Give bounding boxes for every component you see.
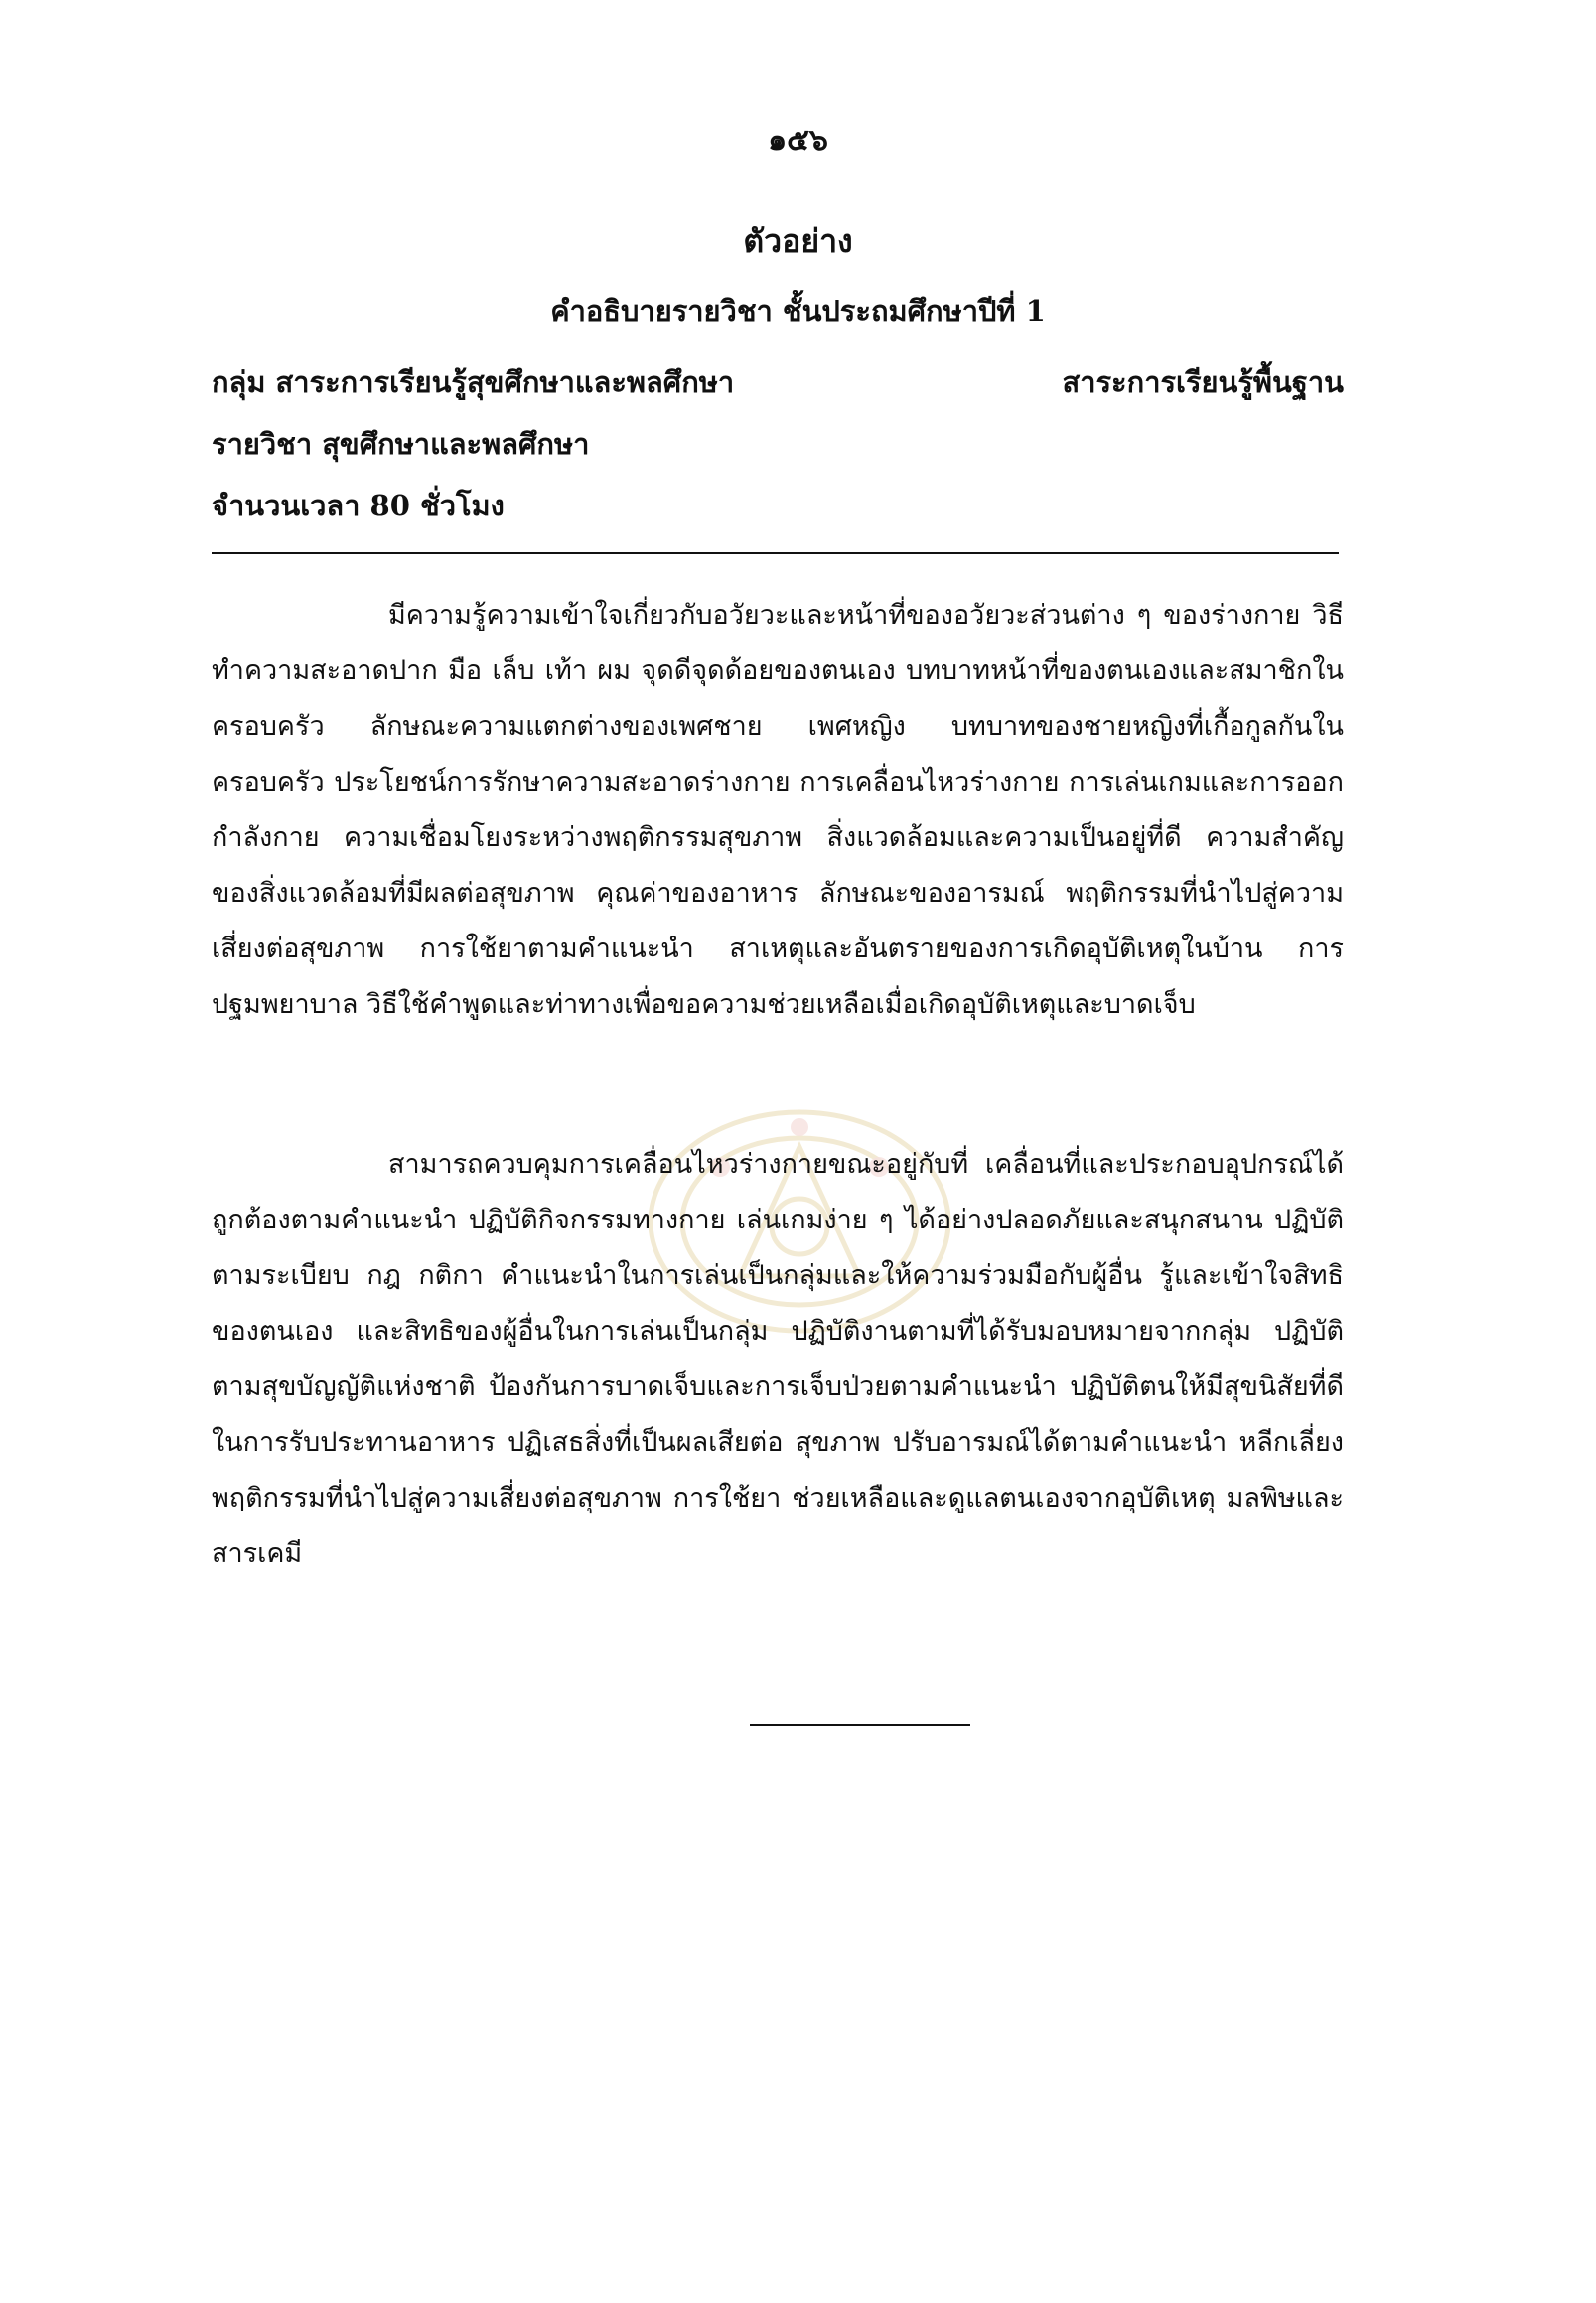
subject-label: รายวิชา สุขศึกษาและพลศึกษา bbox=[212, 427, 590, 461]
document-title: ตัวอย่าง bbox=[743, 222, 853, 260]
hours-label: จำนวนเวลา 80 ชั่วโมง bbox=[212, 489, 505, 522]
group-row bbox=[212, 360, 1344, 405]
knowledge-paragraph: มีความรู้ความเข้าใจเกี่ยวกับอวัยวะและหน้าที่ของอวัยวะส่วนต่าง ๆ ของร่างกาย วิธีทำความสะอาดปาก มือ เล็บ เท้า ผม จุดดีจุดด้อยของตนเอง บทบาทหน้าที่ของตนเองและสมาชิกในครอบครัว ลักษณะความแตกต่างของเพศชาย เพศหญิง บทบาทของชายหญิงที่เกื้อกูลกันในครอบครัว ประโยชน์การรักษาความสะอาดร่างกาย การเคลื่อนไหวร่างกาย การเล่นเกมและการออกกำลังกาย ความเชื่อมโยงระหว่างพฤติกรรมสุขภาพ สิ่งแวดล้อมและความเป็นอยู่ที่ดี ความสำคัญของสิ่งแวดล้อมที่มีผลต่อสุขภาพ คุณค่าของอาหาร ลักษณะของอารมณ์ พฤติกรรมที่นำไปสู่ความเสี่ยงต่อสุขภาพ การใช้ยาตามคำแนะนำ สาเหตุและอันตรายของการเกิดอุบัติเหตุในบ้าน การปฐมพยาบาล วิธีใช้คำพูดและท่าทางเพื่อขอความช่วยเหลือเมื่อเกิดอุบัติเหตุและบาดเจ็บ bbox=[212, 600, 1344, 1020]
page-number: ๑๕๖ bbox=[768, 123, 828, 158]
learning-area-label: กลุ่ม สาระการเรียนรู้สุขศึกษาและพลศึกษา bbox=[212, 365, 735, 399]
course-description-heading: คำอธิบายรายวิชา ชั้นประถมศึกษาปีที่ 1 bbox=[550, 294, 1046, 328]
skills-paragraph: สามารถควบคุมการเคลื่อนไหวร่างกายขณะอยู่กับที่ เคลื่อนที่และประกอบอุปกรณ์ได้ถูกต้องตามคำแนะนำ ปฏิบัติกิจกรรมทางกาย เล่นเกมง่าย ๆ ได้อย่างปลอดภัยและสนุกสนาน ปฏิบัติตามระเบียบ กฎ กติกา คำแนะนำในการเล่นเป็นกลุ่มและให้ความร่วมมือกับผู้อื่น รู้และเข้าใจสิทธิของตนเอง และสิทธิของผู้อื่นในการเล่นเป็นกลุ่ม ปฏิบัติงานตามที่ได้รับมอบหมายจากกลุ่ม ปฏิบัติตามสุขบัญญัติแห่งชาติ ป้องกันการบาดเจ็บและการเจ็บป่วยตามคำแนะนำ ปฏิบัติตนให้มีสุขนิสัยที่ดีในการรับประทานอาหาร ปฏิเสธสิ่งที่เป็นผลเสียต่อ สุขภาพ ปรับอารมณ์ได้ตามคำแนะนำ หลีกเลี่ยงพฤติกรรมที่นำไปสู่ความเสี่ยงต่อสุขภาพ การใช้ยา ช่วยเหลือและดูแลตนเองจากอุบัติเหตุ มลพิษและสารเคมี bbox=[212, 1149, 1344, 1569]
end-divider bbox=[750, 1724, 970, 1726]
header-divider bbox=[212, 552, 1339, 554]
course-type-label: สาระการเรียนรู้พื้นฐาน bbox=[1062, 365, 1344, 399]
